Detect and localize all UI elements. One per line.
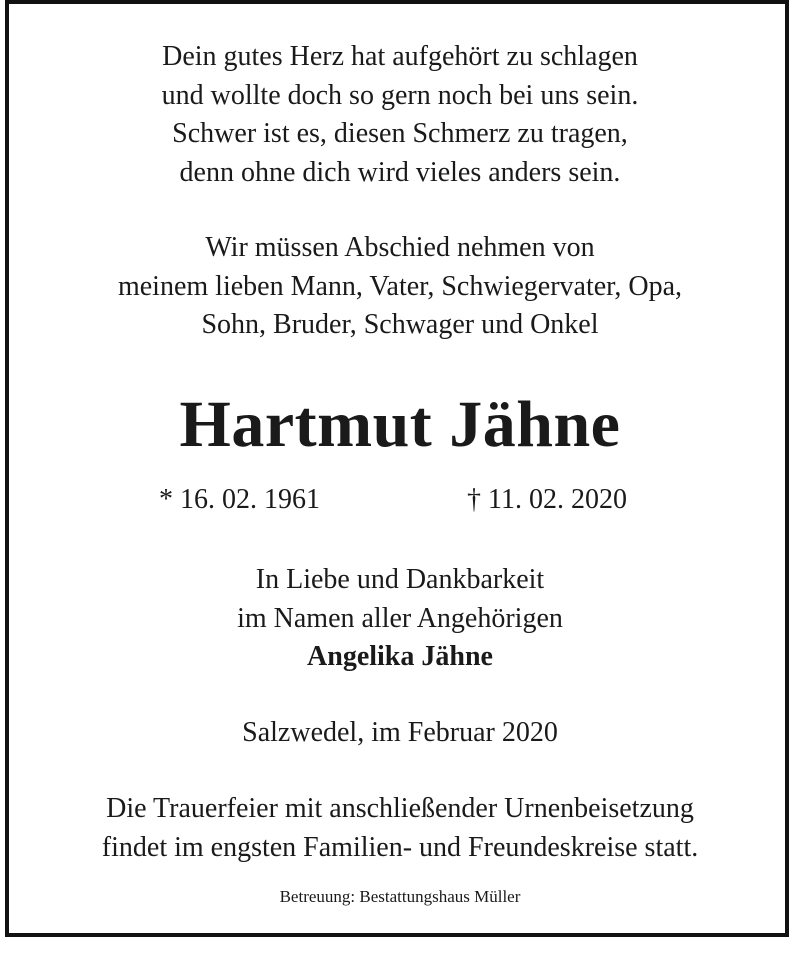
funeral-notice [0, 790, 800, 867]
intro-line: meinem lieben Mann, Vater, Schwiegervater, Opa, [117, 270, 683, 302]
farewell-intro [0, 229, 800, 345]
notice-line: findet im engsten Familien- und Freundeskreise statt. [101, 831, 699, 863]
intro-line: Sohn, Bruder, Schwager und Onkel [201, 309, 599, 340]
birth-date: * 16. 02. 1961 [159, 484, 320, 515]
memorial-poem [0, 38, 800, 192]
death-date: † 11. 02. 2020 [467, 484, 627, 515]
closing-line: In Liebe und Dankbarkeit [255, 564, 545, 595]
notice-line: Die Trauerfeier mit anschließender Urnenbeisetzung [106, 793, 694, 824]
closing-line: im Namen aller Angehörigen [237, 602, 563, 634]
deceased-name: Hartmut Jähne [179, 388, 621, 461]
closing-words [0, 561, 800, 677]
poem-line: Dein gutes Herz hat aufgehört zu schlagen [162, 41, 638, 72]
poem-line: denn ohne dich wird vieles anders sein. [179, 156, 621, 188]
poem-line: Schwer ist es, diesen Schmerz zu tragen, [172, 118, 628, 149]
place-and-date: Salzwedel, im Februar 2020 [242, 717, 558, 748]
signer-name: Angelika Jähne [307, 641, 493, 672]
intro-line: Wir müssen Abschied nehmen von [205, 232, 595, 263]
poem-line: und wollte doch so gern noch bei uns sein. [161, 79, 639, 111]
funeral-home-credit: Betreuung: Bestattungshaus Müller [279, 887, 521, 906]
